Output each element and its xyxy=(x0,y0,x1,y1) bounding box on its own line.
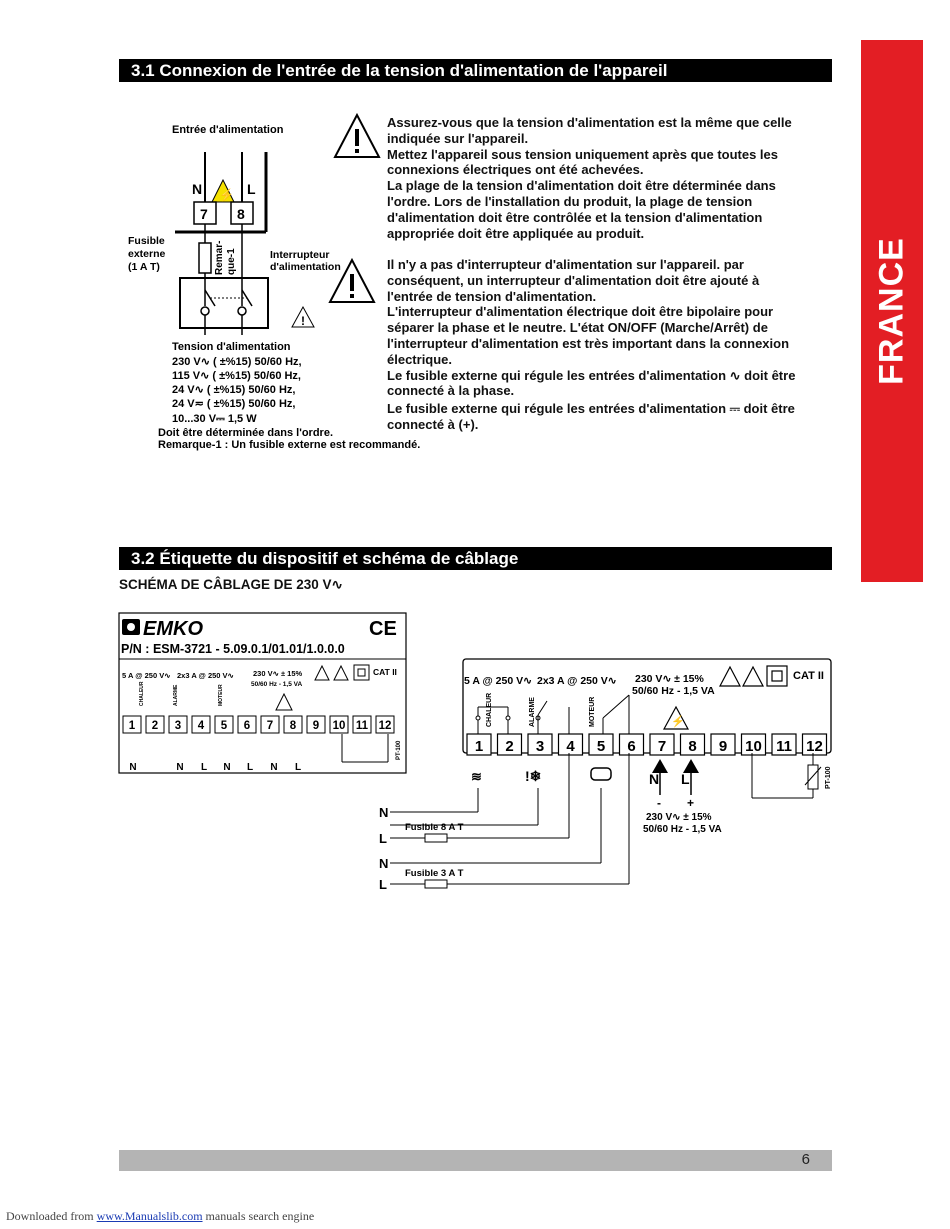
wiring-terminal-number: 11 xyxy=(776,738,792,755)
switch-label-1: Interrupteur xyxy=(270,249,330,261)
wiring-l: L xyxy=(681,771,690,787)
fuse-8a-label: Fusible 8 A T xyxy=(405,822,464,833)
terminal-7: 7 xyxy=(200,206,208,222)
warning-icon-1 xyxy=(333,113,381,159)
remark-label-2: que-1 xyxy=(226,248,237,275)
country-tab xyxy=(861,40,923,582)
manualslib-link[interactable]: www.Manualslib.com xyxy=(96,1209,203,1223)
fuse-label-2: externe xyxy=(128,248,166,260)
paragraph-2c: Le fusible externe qui régule les entrées d'alimentation ∿ doit être connecté à la phase. xyxy=(387,367,796,399)
wiring-power-1: 230 V∿ ± 15% xyxy=(646,812,712,823)
download-prefix: Downloaded from xyxy=(6,1209,97,1223)
fuse-label-1: Fusible xyxy=(128,235,165,247)
fuse-8a-symbol xyxy=(425,834,447,842)
section-1-heading: 3.1 Connexion de l'entrée de la tension d'alimentation de l'appareil xyxy=(119,59,832,82)
note-1: Doit être déterminée dans l'ordre. xyxy=(158,427,333,439)
wiring-terminal-number: 6 xyxy=(627,738,636,755)
line-l-1: L xyxy=(379,831,387,846)
voltage-5: 10...30 V⎓ 1,5 W xyxy=(172,413,257,425)
label-supply-2: 50/60 Hz - 1,5 VA xyxy=(251,681,303,688)
wiring-terminal-number: 4 xyxy=(566,738,575,755)
switch-label-2: d'alimentation xyxy=(270,261,341,273)
device-label xyxy=(118,612,408,775)
svg-text:⚡: ⚡ xyxy=(219,188,234,202)
label-supply-1: 230 V∿ ± 15% xyxy=(253,669,303,678)
voltage-1: 230 V∿ ( ±%15) 50/60 Hz, xyxy=(172,356,302,368)
wiring-terminal-number: 12 xyxy=(806,738,823,755)
svg-text:!: ! xyxy=(301,314,305,328)
wiring-terminal-number: 10 xyxy=(745,738,762,755)
download-suffix: manuals search engine xyxy=(202,1209,315,1223)
label-terminal-number: 2 xyxy=(151,720,159,732)
wiring-pt100: PT-100 xyxy=(825,766,832,789)
switch-box xyxy=(180,278,268,328)
fuse-label-3: (1 A T) xyxy=(128,261,160,273)
voltage-2: 115 V∿ ( ±%15) 50/60 Hz, xyxy=(172,370,301,382)
download-note xyxy=(6,1209,314,1224)
label-bottom-letter: N xyxy=(270,762,278,773)
paragraph-2a: Il n'y a pas d'interrupteur d'alimentation sur l'appareil. par conséquent, un interrupteur d'alimentation doit être ajouté à l'entrée de tension d'alimentation. xyxy=(387,257,760,304)
remark-label-1: Remar- xyxy=(214,240,225,275)
wiring-subtitle: SCHÉMA DE CÂBLAGE DE 230 V∿ xyxy=(119,577,343,592)
warning-icon-2 xyxy=(328,258,376,304)
label-terminal-number: 12 xyxy=(378,720,392,732)
label-terminal-number: 1 xyxy=(128,720,136,732)
switch-instructions xyxy=(387,257,807,433)
l-label: L xyxy=(247,181,256,197)
wiring-terminal-number: 3 xyxy=(535,738,545,755)
wiring-power-2: 50/60 Hz - 1,5 VA xyxy=(643,824,722,835)
brand-logo: EMKO xyxy=(143,618,203,640)
label-bottom-letter: L xyxy=(246,762,254,773)
label-rating-2: 2x3 A @ 250 V∿ xyxy=(177,671,234,680)
voltage-3: 24 V∿ ( ±%15) 50/60 Hz, xyxy=(172,384,296,396)
wiring-moteur: MOTEUR xyxy=(589,696,596,727)
fuse-3a-symbol xyxy=(425,880,447,888)
page-number: 6 xyxy=(801,1151,810,1168)
wiring-supply-1: 230 V∿ ± 15% xyxy=(635,673,704,685)
label-terminal-number: 4 xyxy=(197,720,205,732)
wiring-chaleur: CHALEUR xyxy=(486,692,493,727)
label-terminal-number: 10 xyxy=(332,720,346,732)
supply-instructions xyxy=(387,115,807,241)
wiring-terminal-number: 8 xyxy=(688,738,697,755)
ce-mark: CE xyxy=(369,618,397,640)
paragraph-1c: La plage de la tension d'alimentation doit être déterminée dans l'ordre. Lors de l'installation du produit, la plage de tension d'alimentation doit être contrôlée et la tension d'alimentation appropriée doit être appliquée au produit. xyxy=(387,178,776,241)
wiring-supply-2: 50/60 Hz - 1,5 VA xyxy=(632,685,715,697)
wiring-rating-1: 5 A @ 250 V∿ xyxy=(464,675,532,687)
wiring-minus: - xyxy=(657,796,661,810)
wiring-terminal-number: 9 xyxy=(718,738,728,755)
wiring-plus: + xyxy=(687,796,695,810)
paragraph-1a: Assurez-vous que la tension d'alimentation est la même que celle indiquée sur l'appareil. xyxy=(387,115,792,146)
fuse-symbol xyxy=(199,243,211,273)
label-bottom-letter: L xyxy=(294,762,302,773)
label-moteur: MOTEUR xyxy=(218,684,224,706)
wiring-rating-2: 2x3 A @ 250 V∿ xyxy=(537,675,617,687)
input-label: Entrée d'alimentation xyxy=(172,124,284,136)
label-terminal-number: 8 xyxy=(289,720,297,732)
voltage-4: 24 V≂ ( ±%15) 50/60 Hz, xyxy=(172,398,296,410)
label-rating-1: 5 A @ 250 V∿ xyxy=(122,671,171,680)
wiring-terminal-number: 2 xyxy=(505,738,514,755)
label-terminal-number: 3 xyxy=(174,720,182,732)
section-2-heading: 3.2 Étiquette du dispositif et schéma de câblage xyxy=(119,547,832,570)
paragraph-2d: Le fusible externe qui régule les entrées d'alimentation ⎓ doit être connecté à (+). xyxy=(387,401,795,432)
label-terminal-number: 7 xyxy=(266,720,274,732)
motor-icon xyxy=(591,768,611,780)
fuse-3a-label: Fusible 3 A T xyxy=(405,868,464,879)
wiring-terminal-number: 5 xyxy=(596,738,606,755)
heater-icon: ≋ xyxy=(471,769,482,784)
svg-text:⚡: ⚡ xyxy=(671,716,685,728)
label-cat: CAT II xyxy=(373,667,397,677)
line-l-2: L xyxy=(379,877,387,892)
line-n-2: N xyxy=(379,856,389,871)
wiring-terminal-number: 7 xyxy=(657,738,667,755)
paragraph-1b: Mettez l'appareil sous tension uniquement après que toutes les connexions électriques ont été achevées. xyxy=(387,146,779,178)
label-terminal-number: 5 xyxy=(220,720,228,732)
part-number: P/N : ESM-3721 - 5.09.0.1/01.01/1.0.0.0 xyxy=(121,642,345,656)
paragraph-2b: L'interrupteur d'alimentation électrique doit être bipolaire pour séparer la phase et le neutre. L'état ON/OFF (Marche/Arrêt) de l'interrupteur d'alimentation est très important dans la connexion électrique. xyxy=(387,304,790,367)
label-terminal-number: 11 xyxy=(355,720,369,732)
wiring-alarme: ALARME xyxy=(529,697,536,727)
voltage-title: Tension d'alimentation xyxy=(172,341,291,353)
wiring-cat: CAT II xyxy=(793,670,824,682)
label-chaleur: CHALEUR xyxy=(139,681,145,706)
label-bottom-letter: N xyxy=(176,762,184,773)
wiring-n: N xyxy=(649,771,660,787)
line-n-1: N xyxy=(379,805,389,820)
label-bottom-letter: N xyxy=(223,762,231,773)
country-tab-label: FRANCE xyxy=(872,237,911,385)
note-2: Remarque-1 : Un fusible externe est recommandé. xyxy=(158,439,421,451)
wiring-terminal-number: 1 xyxy=(474,738,484,755)
label-pt100: PT-100 xyxy=(396,740,402,760)
footer-bar xyxy=(119,1150,832,1171)
label-terminal-number: 6 xyxy=(243,720,251,732)
terminal-8: 8 xyxy=(237,206,245,222)
label-terminal-number: 9 xyxy=(312,720,320,732)
label-bottom-letter: L xyxy=(200,762,208,773)
n-label: N xyxy=(192,181,203,197)
label-bottom-letter: N xyxy=(129,762,137,773)
wiring-diagram xyxy=(375,655,835,895)
alarm-icon: !❄ xyxy=(525,768,542,784)
label-alarme: ALARME xyxy=(173,684,179,706)
